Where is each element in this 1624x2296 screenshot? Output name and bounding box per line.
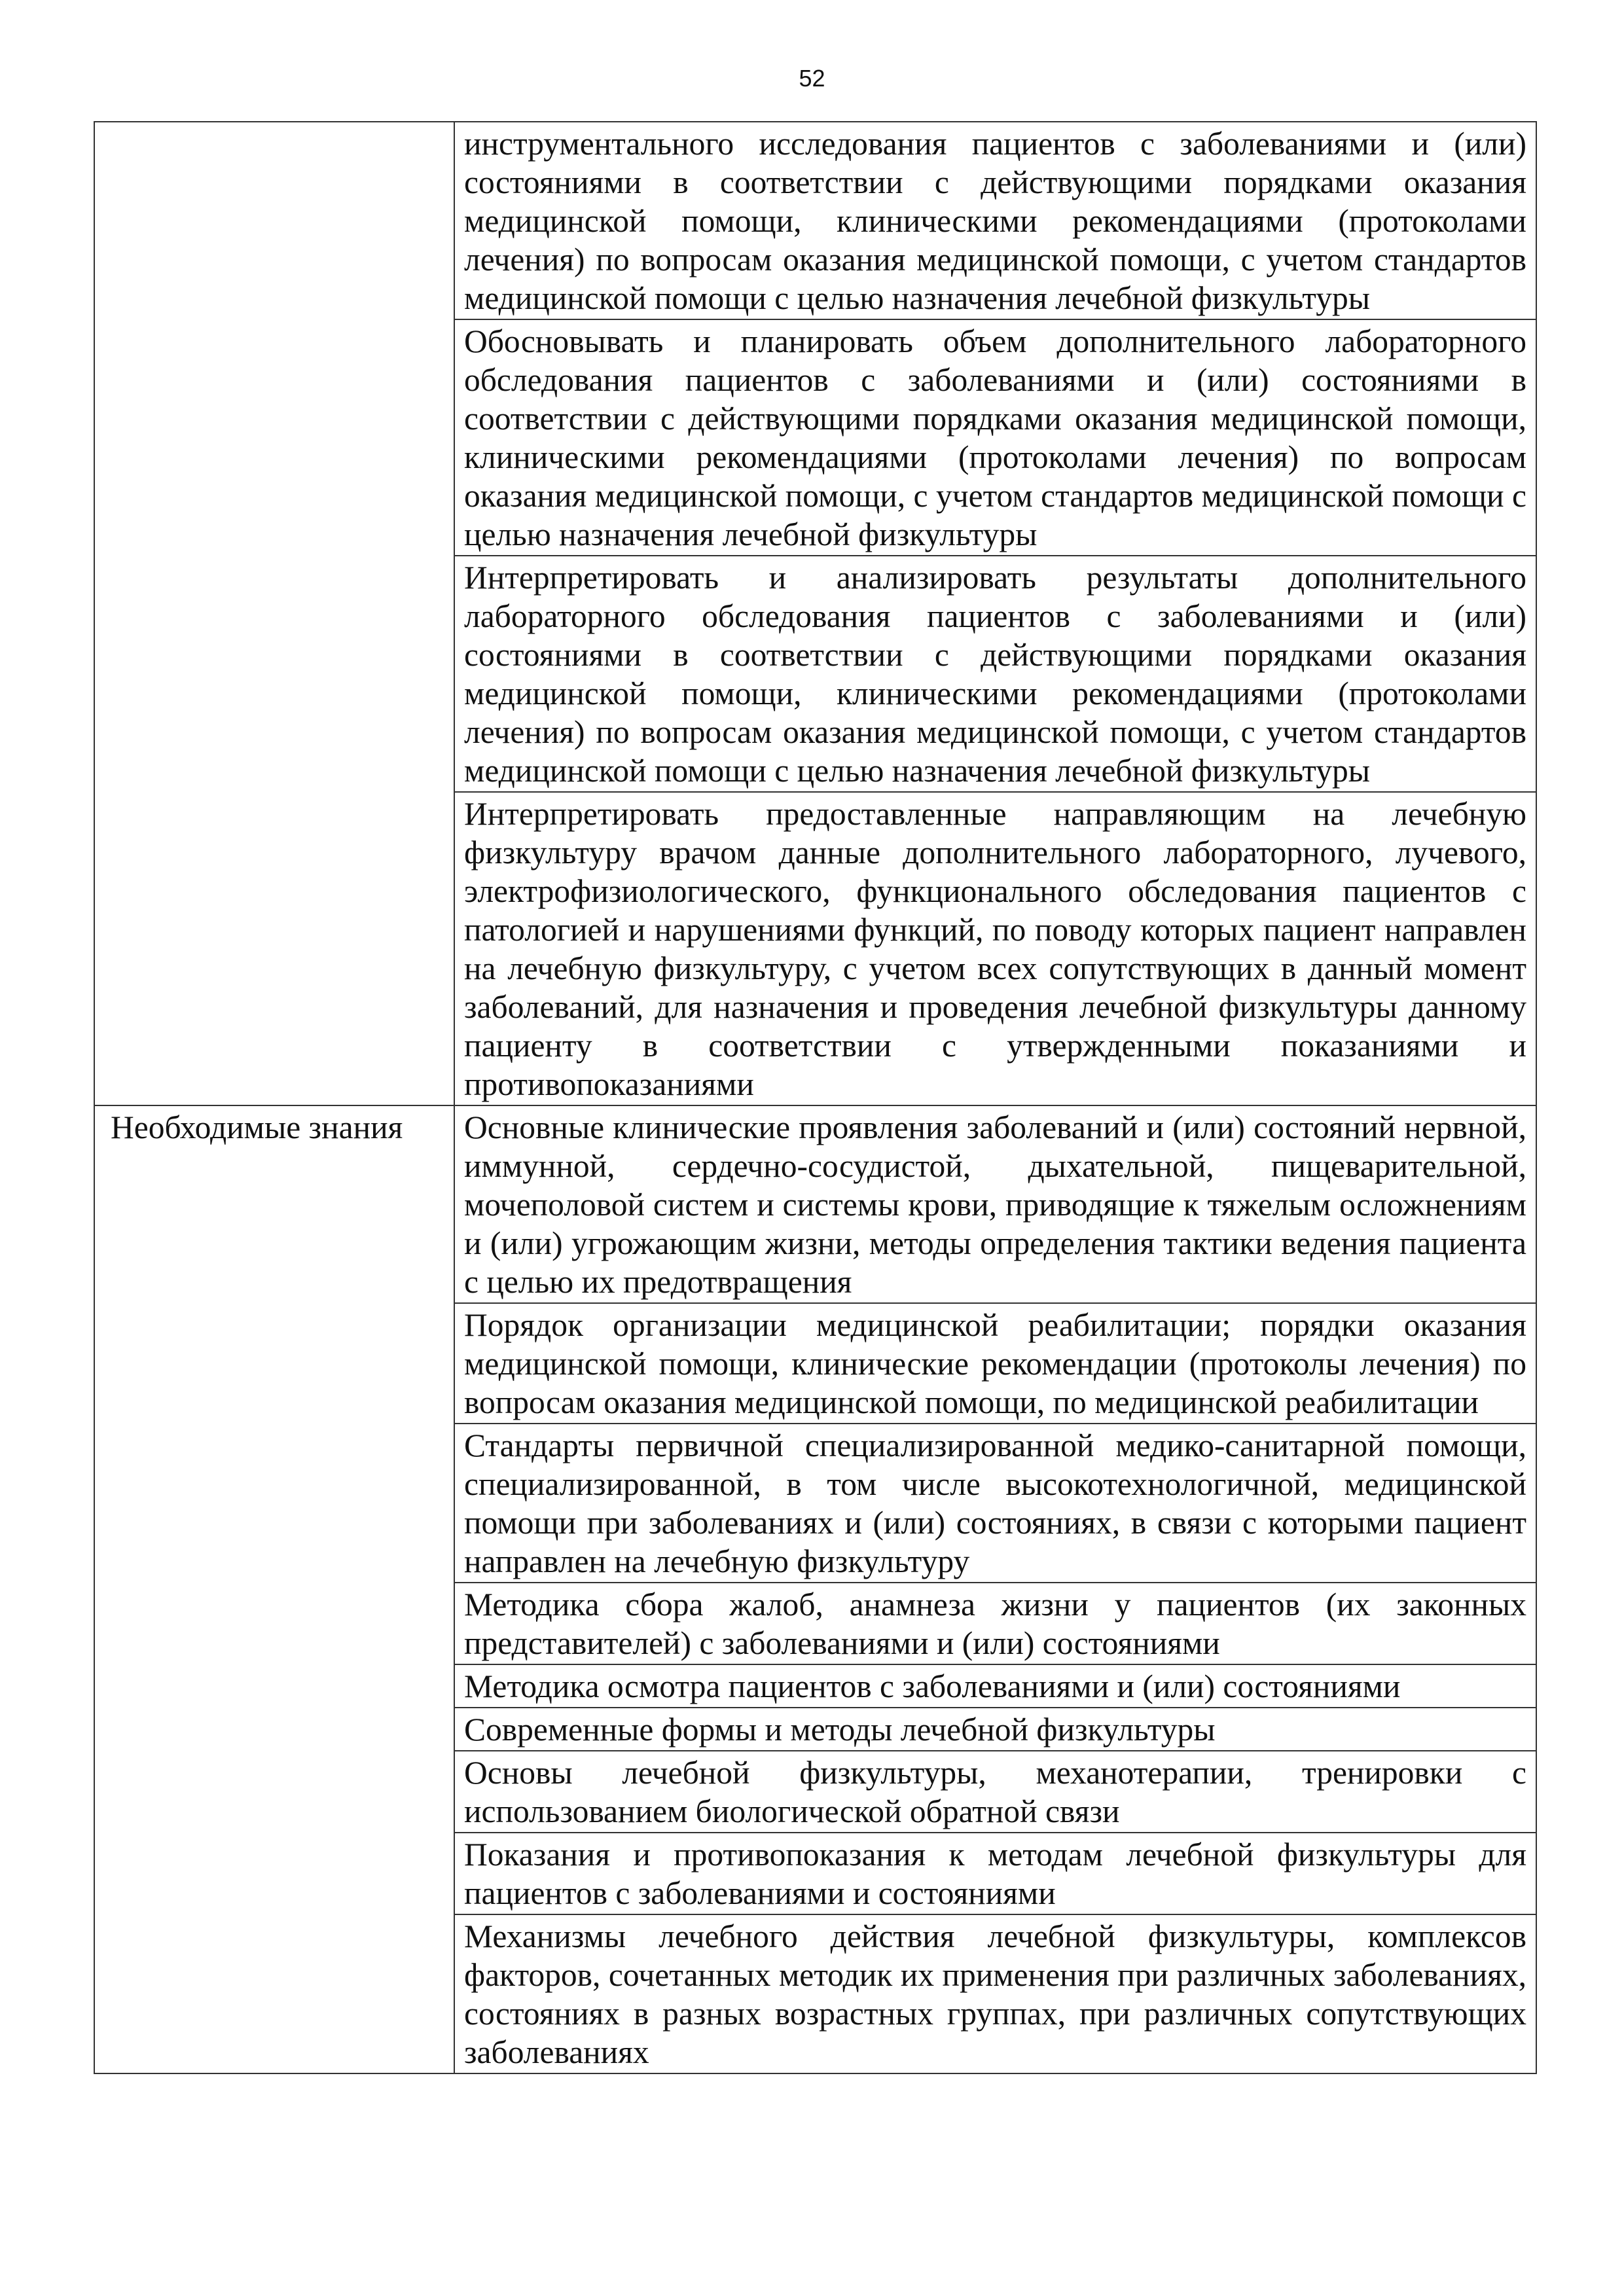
table-cell: инструментального исследования пациентов с заболеваниями и (или) состояниями в соответствии с действующими порядками оказания медицинской помощи, клиническими рекомендациями (протоколами лечения) по вопросам оказания медицинской помощи, с учетом стандартов медицинской помощи с целью назначения лечебной физкультуры bbox=[454, 122, 1536, 319]
table-cell: Основы лечебной физкультуры, механотерапии, тренировки с использованием биологической обратной связи bbox=[454, 1751, 1536, 1833]
table-cell: Современные формы и методы лечебной физкультуры bbox=[454, 1708, 1536, 1751]
table-cell: Методика осмотра пациентов с заболеваниями и (или) состояниями bbox=[454, 1664, 1536, 1708]
row-label-continued bbox=[94, 122, 454, 1105]
table-cell: Методика сбора жалоб, анамнеза жизни у пациентов (их законных представителей) с заболеваниями и (или) состояниями bbox=[454, 1583, 1536, 1664]
page-number: 52 bbox=[799, 65, 825, 92]
table-cell: Обосновывать и планировать объем дополнительного лабораторного обследования пациентов с заболеваниями и (или) состояниями в соответствии с действующими порядками оказания медицинской помощи, клиническими рекомендациями (протоколами лечения) по вопросам оказания медицинской помощи, с учетом стандартов медицинской помощи с целью назначения лечебной физкультуры bbox=[454, 319, 1536, 556]
table-cell: Стандарты первичной специализированной медико-санитарной помощи, специализированной, в том числе высокотехнологичной, медицинской помощи при заболеваниях и (или) состояниях, в связи с которыми пациент направлен на лечебную физкультуру bbox=[454, 1424, 1536, 1583]
requirements-table bbox=[94, 121, 1537, 2074]
table-cell: Механизмы лечебного действия лечебной физкультуры, комплексов факторов, сочетанных методик их применения при различных заболеваниях, состояниях в разных возрастных группах, при различных сопутствующих заболеваниях bbox=[454, 1914, 1536, 2073]
table-row bbox=[94, 1105, 1536, 1303]
table-cell: Интерпретировать и анализировать результаты дополнительного лабораторного обследования пациентов с заболеваниями и (или) состояниями в соответствии с действующими порядками оказания медицинской помощи, клиническими рекомендациями (протоколами лечения) по вопросам оказания медицинской помощи, с учетом стандартов медицинской помощи с целью назначения лечебной физкультуры bbox=[454, 556, 1536, 792]
table-cell: Показания и противопоказания к методам лечебной физкультуры для пациентов с заболеваниями и состояниями bbox=[454, 1833, 1536, 1914]
table-row bbox=[94, 122, 1536, 319]
table-cell: Основные клинические проявления заболеваний и (или) состояний нервной, иммунной, сердечно-сосудистой, дыхательной, пищеварительной, мочеполовой систем и системы крови, приводящие к тяжелым осложнениям и (или) угрожающим жизни, методы определения тактики ведения пациента с целью их предотвращения bbox=[454, 1105, 1536, 1303]
table-cell: Интерпретировать предоставленные направляющим на лечебную физкультуру врачом данные дополнительного лабораторного, лучевого, электрофизиологического, функционального обследования пациентов с патологией и нарушениями функций, по поводу которых пациент направлен на лечебную физкультуру, с учетом всех сопутствующих в данный момент заболеваний, для назначения и проведения лечебной физкультуры данному пациенту в соответствии с утвержденными показаниями и противопоказаниями bbox=[454, 792, 1536, 1105]
table-cell: Порядок организации медицинской реабилитации; порядки оказания медицинской помощи, клинические рекомендации (протоколы лечения) по вопросам оказания медицинской помощи, по медицинской реабилитации bbox=[454, 1303, 1536, 1424]
row-label-required-knowledge: Необходимые знания bbox=[94, 1105, 454, 2073]
